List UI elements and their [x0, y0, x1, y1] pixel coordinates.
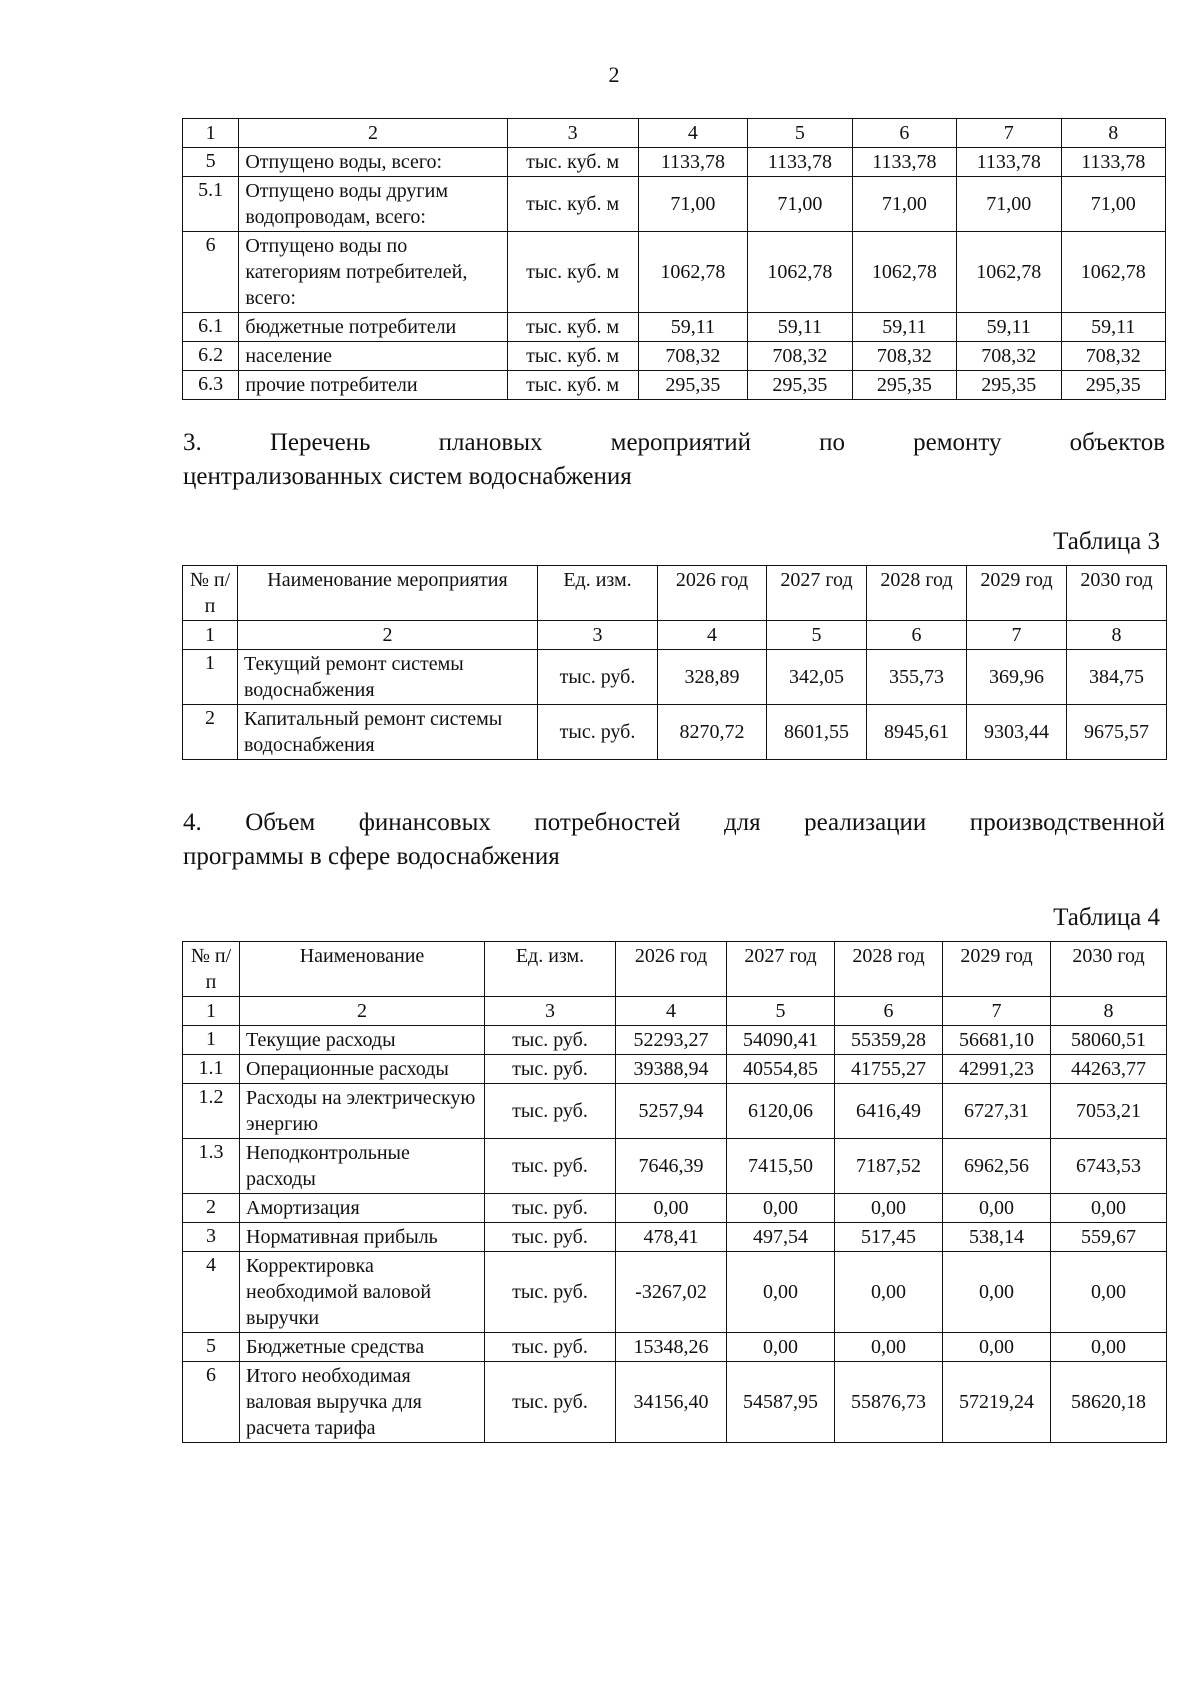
row-name: Бюджетные средства: [240, 1333, 485, 1362]
column-number: 8: [1061, 119, 1165, 148]
row-unit: тыс. куб. м: [507, 371, 638, 400]
table-numbering-row: [183, 119, 1166, 148]
row-value: 71,00: [1061, 177, 1165, 232]
column-number: 2: [239, 119, 507, 148]
row-name: Текущий ремонт системы водоснабжения: [238, 650, 538, 705]
row-value: 0,00: [943, 1252, 1051, 1333]
row-value: 71,00: [957, 177, 1061, 232]
row-value: 708,32: [638, 342, 748, 371]
table-4-caption: Таблица 4: [1053, 904, 1160, 931]
row-value: 0,00: [727, 1252, 835, 1333]
row-index: 1.2: [183, 1084, 240, 1139]
row-value: 517,45: [835, 1223, 943, 1252]
row-value: 497,54: [727, 1223, 835, 1252]
row-value: 52293,27: [616, 1026, 727, 1055]
header-year: 2027 год: [767, 566, 867, 621]
row-unit: тыс. куб. м: [507, 232, 638, 313]
row-name: Нормативная прибыль: [240, 1223, 485, 1252]
row-unit: тыс. руб.: [485, 1333, 616, 1362]
column-number: 3: [485, 997, 616, 1026]
row-value: 295,35: [957, 371, 1061, 400]
row-unit: тыс. руб.: [485, 1223, 616, 1252]
row-value: 384,75: [1067, 650, 1167, 705]
row-name: Отпущено воды другим водопроводам, всего:: [239, 177, 507, 232]
row-value: 59,11: [852, 313, 956, 342]
row-index: 5: [183, 148, 239, 177]
row-index: 5.1: [183, 177, 239, 232]
row-value: 59,11: [638, 313, 748, 342]
row-index: 1.3: [183, 1139, 240, 1194]
table-row: [183, 1252, 1167, 1333]
table-row: [183, 177, 1166, 232]
column-number: 4: [638, 119, 748, 148]
header-year: 2028 год: [835, 942, 943, 997]
row-value: 328,89: [658, 650, 767, 705]
header-year: 2029 год: [967, 566, 1067, 621]
row-value: 295,35: [638, 371, 748, 400]
row-value: 7053,21: [1051, 1084, 1167, 1139]
header-year: 2027 год: [727, 942, 835, 997]
row-value: 8270,72: [658, 705, 767, 760]
row-unit: тыс. куб. м: [507, 342, 638, 371]
section-3-heading-line1: 3. Перечень плановых мероприятий по ремонту объектов: [183, 429, 1165, 456]
row-value: 34156,40: [616, 1362, 727, 1443]
row-unit: тыс. руб.: [485, 1362, 616, 1443]
row-name: Текущие расходы: [240, 1026, 485, 1055]
table-row: [183, 705, 1167, 760]
column-number: 5: [748, 119, 852, 148]
header-year: 2026 год: [658, 566, 767, 621]
section-3-heading-line2: централизованных систем водоснабжения: [183, 463, 632, 490]
row-index: 3: [183, 1223, 240, 1252]
row-value: 59,11: [1061, 313, 1165, 342]
row-value: 0,00: [1051, 1333, 1167, 1362]
column-number: 7: [957, 119, 1061, 148]
row-value: 708,32: [957, 342, 1061, 371]
header-name: Наименование: [240, 942, 485, 997]
row-value: 6416,49: [835, 1084, 943, 1139]
table-row: [183, 650, 1167, 705]
row-value: -3267,02: [616, 1252, 727, 1333]
header-no: № п/п: [183, 942, 240, 997]
row-index: 6.3: [183, 371, 239, 400]
row-unit: тыс. руб.: [485, 1252, 616, 1333]
row-unit: тыс. куб. м: [507, 313, 638, 342]
row-value: 44263,77: [1051, 1055, 1167, 1084]
row-index: 6: [183, 232, 239, 313]
row-value: 0,00: [835, 1252, 943, 1333]
row-value: 342,05: [767, 650, 867, 705]
row-value: 708,32: [1061, 342, 1165, 371]
row-unit: тыс. руб.: [485, 1139, 616, 1194]
row-value: 0,00: [1051, 1194, 1167, 1223]
row-value: 71,00: [638, 177, 748, 232]
row-value: 295,35: [852, 371, 956, 400]
table-row: [183, 1362, 1167, 1443]
row-value: 59,11: [957, 313, 1061, 342]
table-row: [183, 342, 1166, 371]
column-number: 5: [767, 621, 867, 650]
row-index: 1: [183, 1026, 240, 1055]
row-name: бюджетные потребители: [239, 313, 507, 342]
row-index: 6.1: [183, 313, 239, 342]
table-3-caption: Таблица 3: [1053, 528, 1160, 555]
column-number: 3: [538, 621, 658, 650]
row-value: 8945,61: [867, 705, 967, 760]
section-4-heading-line2: программы в сфере водоснабжения: [183, 843, 560, 870]
row-value: 1133,78: [1061, 148, 1165, 177]
row-name: Отпущено воды, всего:: [239, 148, 507, 177]
row-value: 1062,78: [748, 232, 852, 313]
header-unit: Ед. изм.: [538, 566, 658, 621]
row-value: 6727,31: [943, 1084, 1051, 1139]
row-value: 1062,78: [957, 232, 1061, 313]
column-number: 1: [183, 997, 240, 1026]
row-index: 5: [183, 1333, 240, 1362]
row-value: 40554,85: [727, 1055, 835, 1084]
row-value: 7646,39: [616, 1139, 727, 1194]
header-year: 2028 год: [867, 566, 967, 621]
row-name: Итого необходимая валовая выручка для расчета тарифа: [240, 1362, 485, 1443]
row-value: 71,00: [852, 177, 956, 232]
row-value: 6120,06: [727, 1084, 835, 1139]
row-value: 7415,50: [727, 1139, 835, 1194]
row-value: 58620,18: [1051, 1362, 1167, 1443]
row-value: 1062,78: [638, 232, 748, 313]
table-row: [183, 1223, 1167, 1252]
row-name: Отпущено воды по категориям потребителей, всего:: [239, 232, 507, 313]
table-row: [183, 371, 1166, 400]
row-value: 55359,28: [835, 1026, 943, 1055]
row-unit: тыс. куб. м: [507, 148, 638, 177]
row-name: Амортизация: [240, 1194, 485, 1223]
column-number: 6: [852, 119, 956, 148]
row-index: 6.2: [183, 342, 239, 371]
column-number: 6: [867, 621, 967, 650]
row-value: 708,32: [748, 342, 852, 371]
row-value: 9675,57: [1067, 705, 1167, 760]
header-year: 2029 год: [943, 942, 1051, 997]
header-unit: Ед. изм.: [485, 942, 616, 997]
table-numbering-row: [183, 997, 1167, 1026]
row-value: 295,35: [748, 371, 852, 400]
row-unit: тыс. руб.: [485, 1055, 616, 1084]
row-unit: тыс. руб.: [485, 1026, 616, 1055]
row-value: 5257,94: [616, 1084, 727, 1139]
table-row: [183, 148, 1166, 177]
column-number: 2: [240, 997, 485, 1026]
header-year: 2030 год: [1051, 942, 1167, 997]
column-number: 7: [943, 997, 1051, 1026]
repair-measures-table: [182, 565, 1167, 760]
row-value: 708,32: [852, 342, 956, 371]
table-row: [183, 1194, 1167, 1223]
table-row: [183, 232, 1166, 313]
column-number: 8: [1067, 621, 1167, 650]
table-row: [183, 1139, 1167, 1194]
column-number: 8: [1051, 997, 1167, 1026]
row-name: Расходы на электрическую энергию: [240, 1084, 485, 1139]
row-value: 559,67: [1051, 1223, 1167, 1252]
row-name: Неподконтрольные расходы: [240, 1139, 485, 1194]
row-value: 56681,10: [943, 1026, 1051, 1055]
row-value: 1133,78: [957, 148, 1061, 177]
row-value: 9303,44: [967, 705, 1067, 760]
row-value: 369,96: [967, 650, 1067, 705]
header-year: 2030 год: [1067, 566, 1167, 621]
row-value: 0,00: [1051, 1252, 1167, 1333]
table-numbering-row: [183, 621, 1167, 650]
row-index: 4: [183, 1252, 240, 1333]
row-value: 8601,55: [767, 705, 867, 760]
row-value: 59,11: [748, 313, 852, 342]
header-name: Наименование мероприятия: [238, 566, 538, 621]
row-name: прочие потребители: [239, 371, 507, 400]
column-number: 1: [183, 621, 238, 650]
row-value: 15348,26: [616, 1333, 727, 1362]
row-value: 6743,53: [1051, 1139, 1167, 1194]
table-header-row: [183, 942, 1167, 997]
row-value: 6962,56: [943, 1139, 1051, 1194]
row-unit: тыс. руб.: [538, 650, 658, 705]
row-unit: тыс. руб.: [485, 1194, 616, 1223]
row-value: 1133,78: [748, 148, 852, 177]
row-value: 57219,24: [943, 1362, 1051, 1443]
row-value: 1062,78: [1061, 232, 1165, 313]
row-value: 538,14: [943, 1223, 1051, 1252]
column-number: 2: [238, 621, 538, 650]
table-row: [183, 1055, 1167, 1084]
row-value: 71,00: [748, 177, 852, 232]
section-4-heading-line1: 4. Объем финансовых потребностей для реализации производственной: [183, 809, 1165, 836]
row-value: 39388,94: [616, 1055, 727, 1084]
column-number: 5: [727, 997, 835, 1026]
column-number: 1: [183, 119, 239, 148]
page-number: 2: [608, 62, 620, 87]
column-number: 3: [507, 119, 638, 148]
table-header-row: [183, 566, 1167, 621]
table-row: [183, 313, 1166, 342]
row-name: Операционные расходы: [240, 1055, 485, 1084]
row-value: 0,00: [943, 1194, 1051, 1223]
row-value: 7187,52: [835, 1139, 943, 1194]
row-index: 1: [183, 650, 238, 705]
row-value: 1133,78: [638, 148, 748, 177]
row-value: 55876,73: [835, 1362, 943, 1443]
financial-needs-table: [182, 941, 1167, 1443]
row-name: население: [239, 342, 507, 371]
row-value: 0,00: [727, 1194, 835, 1223]
row-name: Капитальный ремонт системы водоснабжения: [238, 705, 538, 760]
row-value: 54587,95: [727, 1362, 835, 1443]
row-value: 478,41: [616, 1223, 727, 1252]
row-value: 1133,78: [852, 148, 956, 177]
row-value: 0,00: [835, 1333, 943, 1362]
row-value: 0,00: [727, 1333, 835, 1362]
row-value: 54090,41: [727, 1026, 835, 1055]
row-value: 0,00: [835, 1194, 943, 1223]
water-supply-table: [182, 118, 1166, 400]
row-value: 0,00: [943, 1333, 1051, 1362]
row-value: 42991,23: [943, 1055, 1051, 1084]
column-number: 4: [658, 621, 767, 650]
column-number: 4: [616, 997, 727, 1026]
row-value: 41755,27: [835, 1055, 943, 1084]
row-name: Корректировка необходимой валовой выручки: [240, 1252, 485, 1333]
header-no: № п/п: [183, 566, 238, 621]
table-row: [183, 1026, 1167, 1055]
row-value: 0,00: [616, 1194, 727, 1223]
table-row: [183, 1333, 1167, 1362]
row-unit: тыс. руб.: [538, 705, 658, 760]
row-index: 2: [183, 705, 238, 760]
column-number: 7: [967, 621, 1067, 650]
row-index: 6: [183, 1362, 240, 1443]
row-value: 58060,51: [1051, 1026, 1167, 1055]
row-unit: тыс. руб.: [485, 1084, 616, 1139]
table-row: [183, 1084, 1167, 1139]
column-number: 6: [835, 997, 943, 1026]
row-value: 1062,78: [852, 232, 956, 313]
header-year: 2026 год: [616, 942, 727, 997]
row-value: 295,35: [1061, 371, 1165, 400]
row-index: 1.1: [183, 1055, 240, 1084]
row-index: 2: [183, 1194, 240, 1223]
row-unit: тыс. куб. м: [507, 177, 638, 232]
row-value: 355,73: [867, 650, 967, 705]
